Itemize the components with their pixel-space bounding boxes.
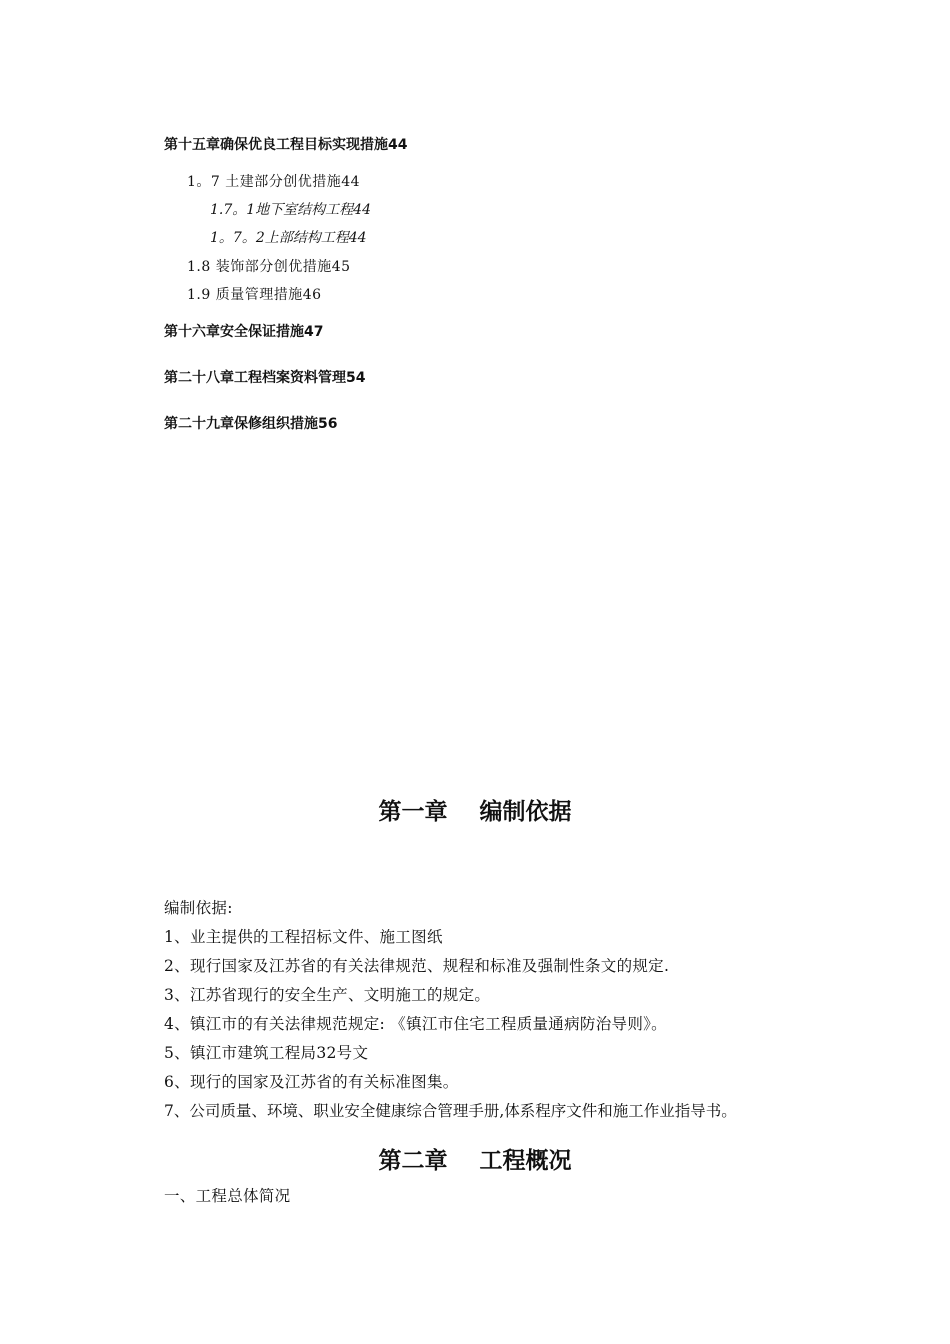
basis-item-4: 4、镇江市的有关法律规范规定: 《镇江市住宅工程质量通病防治导则》。 [164,1015,667,1033]
basis-item-7: 7、公司质量、环境、职业安全健康综合管理手册,体系程序文件和施工作业指导书。 [164,1102,737,1120]
basis-item-2: 2、现行国家及江苏省的有关法律规范、规程和标准及强制性条文的规定. [164,957,670,975]
toc-section-1-8[interactable]: 1.8 装饰部分创优措施45 [187,259,351,275]
basis-item-3: 3、江苏省现行的安全生产、文明施工的规定。 [164,986,491,1004]
toc-section-1-7[interactable]: 1。7 土建部分创优措施44 [187,174,361,190]
toc-chapter-15[interactable]: 第十五章确保优良工程目标实现措施44 [164,137,408,153]
toc-section-1-9[interactable]: 1.9 质量管理措施46 [187,287,322,303]
toc-chapter-28[interactable]: 第二十八章工程档案资料管理54 [164,370,366,386]
basis-intro: 编制依据: [164,899,233,917]
toc-chapter-16[interactable]: 第十六章安全保证措施47 [164,324,324,340]
chapter-2-title: 第二章 工程概况 [378,1148,572,1174]
section-overview-heading: 一、工程总体简况 [164,1187,291,1205]
toc-section-1-7-1[interactable]: 1.7。1地下室结构工程44 [210,202,371,218]
basis-item-6: 6、现行的国家及江苏省的有关标准图集。 [164,1073,459,1091]
toc-section-1-7-2[interactable]: 1。7。2上部结构工程44 [210,230,367,246]
toc-chapter-29[interactable]: 第二十九章保修组织措施56 [164,416,338,432]
chapter-1-title: 第一章 编制依据 [378,799,572,825]
basis-item-1: 1、业主提供的工程招标文件、施工图纸 [164,928,443,946]
basis-item-5: 5、镇江市建筑工程局32号文 [164,1044,369,1062]
